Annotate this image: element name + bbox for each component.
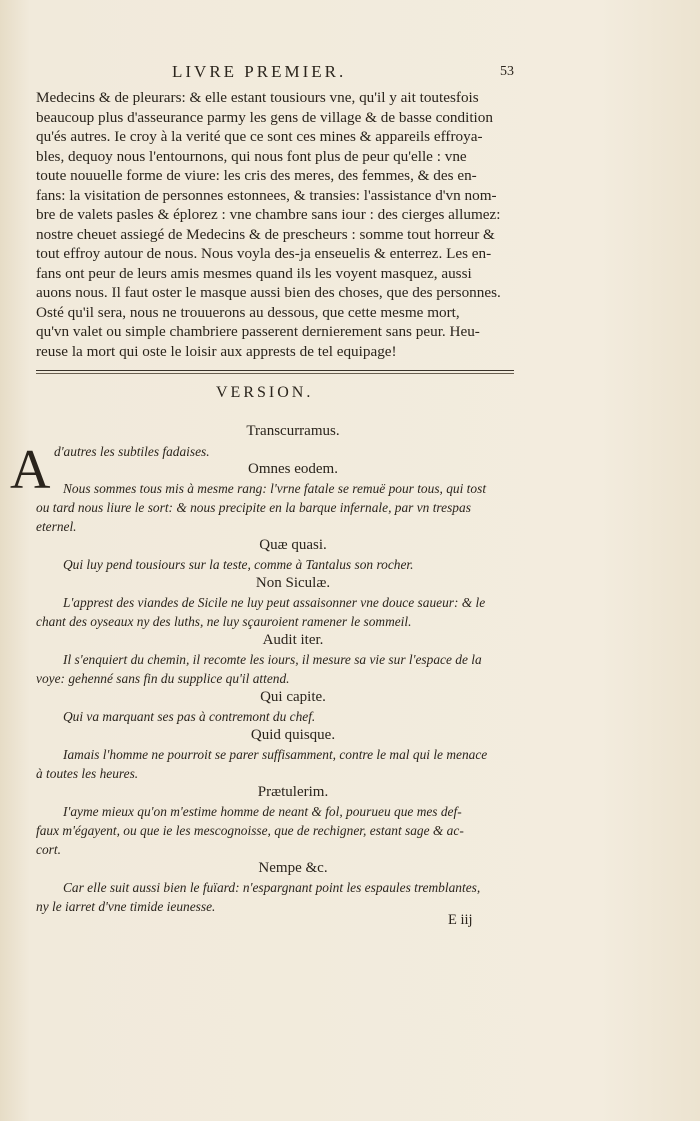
lemma: Audit iter. bbox=[262, 632, 324, 648]
entry bbox=[36, 859, 520, 916]
body-line: bles, dequoy nous l'entournons, qui nous font plus de peur qu'elle : vne bbox=[36, 147, 467, 165]
lemma: Qui capite. bbox=[260, 689, 326, 705]
page-number: 53 bbox=[500, 64, 514, 79]
section-rule bbox=[36, 370, 514, 371]
lemma: Prætulerim. bbox=[257, 784, 329, 800]
translation-line: Il s'enquiert du chemin, il recomte les iours, il mesure sa vie sur l'espace de la bbox=[63, 652, 482, 667]
body-line: Osté qu'il sera, nous ne trouuerons au dessous, que cette mesme mort, bbox=[36, 303, 460, 321]
body-line: fans ont peur de leurs amis mesmes quand ils les voyent masquez, aussi bbox=[36, 264, 472, 282]
body-paragraph bbox=[36, 88, 516, 361]
translation-line: Nous sommes tous mis à mesme rang: l'vrne fatale se remuë pour tous, qui tost bbox=[63, 481, 487, 496]
body-line: bre de valets pasles & éplorez : vne chambre sans iour : des cierges allumez: bbox=[36, 206, 501, 223]
translation-line: Car elle suit aussi bien le fuïard: n'espargnant point les espaules tremblantes, bbox=[63, 880, 481, 895]
body-line: nostre cheuet assiegé de Medecins & de prescheurs : somme tout horreur & bbox=[36, 225, 495, 243]
version-heading: VERSION. bbox=[216, 384, 314, 401]
entry bbox=[36, 631, 520, 688]
signature-mark: E iij bbox=[448, 912, 473, 928]
lemma: Quid quisque. bbox=[250, 727, 336, 743]
translation-line: d'autres les subtiles fadaises. bbox=[54, 444, 210, 459]
translation-line: faux m'égayent, ou que ie les mescognoisse, que de rechigner, estant sage & ac- bbox=[36, 823, 464, 838]
translation-line: chant des oyseaux ny des luths, ne luy sçauroient ramener le sommeil. bbox=[36, 614, 412, 629]
entry bbox=[36, 574, 520, 631]
translation-line: Qui luy pend tousiours sur la teste, comme à Tantalus son rocher. bbox=[63, 557, 414, 572]
body-line: reuse la mort qui oste le loisir aux apprests de tel equipage! bbox=[36, 342, 397, 360]
translation-line: à toutes les heures. bbox=[36, 766, 139, 781]
body-line: toute nouuelle forme de viure: les cris des meres, des femmes, & des en- bbox=[36, 167, 477, 184]
running-title: LIVRE PREMIER. bbox=[172, 62, 347, 81]
body-line: beaucoup plus d'asseurance parmy les gens de village & de basse condition bbox=[36, 108, 493, 126]
lemma: Non Siculæ. bbox=[255, 575, 331, 591]
lemma: Quæ quasi. bbox=[259, 537, 327, 553]
translation-line: cort. bbox=[36, 842, 61, 857]
drop-cap: A bbox=[10, 439, 51, 501]
version-entries bbox=[36, 460, 520, 916]
entry bbox=[36, 536, 520, 574]
translation-line: ny le iarret d'vne timide ieunesse. bbox=[36, 899, 216, 914]
section-rule-thin bbox=[36, 373, 514, 374]
body-line: qu'vn valet ou simple chambriere passerent dernierement sans peur. Heu- bbox=[36, 323, 480, 340]
entry bbox=[36, 726, 520, 783]
translation-line: Iamais l'homme ne pourroit se parer suffisamment, contre le mal qui le menace bbox=[63, 747, 488, 762]
body-line: Medecins & de pleurars: & elle estant tousiours vne, qu'il y ait toutesfois bbox=[36, 89, 479, 106]
translation-line: I'ayme mieux qu'on m'estime homme de neant & fol, pourueu que mes def- bbox=[63, 804, 462, 819]
lemma: Nempe &c. bbox=[258, 860, 328, 876]
page-header bbox=[0, 62, 700, 86]
entry bbox=[36, 688, 520, 726]
translation-line: eternel. bbox=[36, 519, 77, 534]
body-line: auons nous. Il faut oster le masque aussi bien des choses, que des personnes. bbox=[36, 284, 501, 301]
entry bbox=[36, 783, 520, 859]
lemma: Transcurramus. bbox=[246, 423, 340, 439]
translation-line: L'apprest des viandes de Sicile ne luy peut assaisonner vne douce saueur: & le bbox=[63, 595, 486, 610]
translation-line: ou tard nous liure le sort: & nous precipite en la barque infernale, par vn trespas bbox=[36, 500, 471, 515]
lemma: Omnes eodem. bbox=[248, 461, 338, 477]
translation-line: voye: gehenné sans fin du supplice qu'il attend. bbox=[36, 671, 290, 686]
body-line: fans: la visitation de personnes estonnees, & transies: l'assistance d'vn nom- bbox=[36, 186, 497, 204]
body-line: qu'és autres. Ie croy à la verité que ce sont ces mines & appareils effroya- bbox=[36, 128, 483, 145]
entry bbox=[36, 460, 520, 536]
body-line: tout effroy autour de nous. Nous voyla des-ja enseuelis & enterrez. Les en- bbox=[36, 245, 492, 262]
translation-line: Qui va marquant ses pas à contremont du chef. bbox=[63, 709, 316, 724]
